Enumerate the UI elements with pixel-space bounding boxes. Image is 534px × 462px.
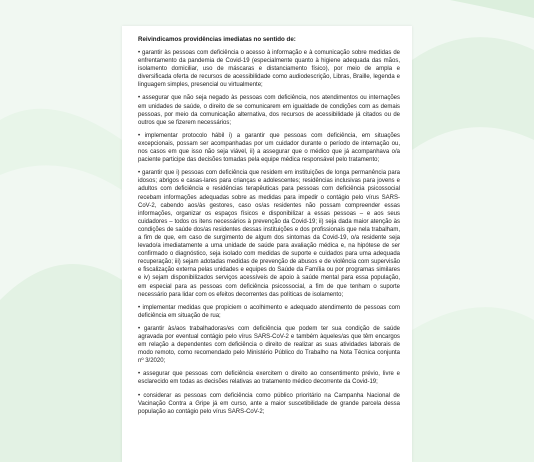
list-item: • implementar medidas que propiciem o acolhimento e adequado atendimento de pessoas com deficiência em situação de rua; (138, 304, 400, 319)
list-item: • considerar as pessoas com deficiência como público prioritário na Campanha Nacional de Vacinação Contra a Gripe já em curso, ante a maior suscetibilidade de grande parcela dessa população ao contágio pelo vírus SARS-CoV-2; (138, 392, 400, 415)
document-page (122, 26, 412, 462)
list-item: • garantir às/aos trabalhadoras/es com deficiência que podem ter sua condição de saúde agravada por eventual contágio pelo vírus SARS-CoV-2 e também àqueles/as que têm encargos em relação a dependentes com deficiência o direito de realizar as suas atividades laborais de modo remoto, como recomendado pelo Ministério Público do Trabalho na Nota Técnica conjunta nº 3/2020; (138, 325, 400, 365)
document-content (122, 26, 412, 416)
document-heading: Reivindicamos providências imediatas no sentido de: (138, 36, 296, 43)
list-item: • assegurar que pessoas com deficiência exercitem o direito ao consentimento prévio, livre e esclarecido em todas as decisões relativas ao tratamento médico decorrente da Covid-19; (138, 371, 400, 386)
list-item: • implementar protocolo hábil i) a garantir que pessoas com deficiência, em situações excepcionais, possam ser acompanhadas por um cuidador durante o período de internação ou, nos casos em que isso não seja viável, ii) a assegurar que o médico que já acompanhava o/a paciente participe das decisões tomadas pela equipe médica responsável pelo tratamento; (138, 132, 400, 164)
list-item: • garantir que i) pessoas com deficiência que residem em instituições de longa permanência para idosos; abrigos e casas-lares para crianças e adolescentes; residências inclusivas para jovens e adultos com deficiência e residências terapêuticas para pessoas com deficiência psicossocial recebam informações adequadas sobre as medidas para impedir o contágio pelo vírus SARS-CoV-2, cabendo aos/às gestores, caso os/as residentes não possam compreender essas informações, organizar os espaços físicos e disponibilizar a essas pessoas – e aos seus cuidadores – todos os itens necessários à prevenção da Covid-19; ii) seja dada maior atenção às condições de saúde dos/as residentes dessas instituições e dos profissionais que nela trabalham, a fim de que, em caso de surgimento de algum dos sintomas da Covid-19, o/a residente seja levado/a imediatamente a uma unidade de saúde para avaliação médica e, na hipótese de ser confirmado o diagnóstico, seja isolado com medidas de suporte e cuidados para uma adequada recuperação; iii) sejam adotadas medidas de prevenção de abusos e de violência com supervisão e fiscalização externa pelas unidades e equipes do Saúde da Família ou por programas similares e iv) sejam disponibilizados serviços acessíveis de apoio à saúde mental para essa população, em especial para as pessoas com deficiência psicossocial, a fim de que tenham o suporte necessário para lidar com os efeitos decorrentes das políticas de isolamento; (138, 170, 400, 298)
list-item: • assegurar que não seja negado às pessoas com deficiência, nos atendimentos ou internações em unidades de saúde, o direito de se comunicarem em igualdade de condições com as demais pessoas, por meio da comunicação alternativa, dos recursos de acessibilidade já citados ou de outros que se fizerem necessários; (138, 95, 400, 126)
list-item: • garantir às pessoas com deficiência o acesso à informação e à comunicação sobre medidas de enfrentamento da pandemia de Covid-19 (especialmente quanto à higiene adequada das mãos, isolamento domiciliar, uso de máscaras e distanciamento físico), por meio de ampla e diversificada oferta de recursos de acessibilidade como audiodescrição, Libras, Braille, legenda e linguagem simples, presencial ou virtualmente; (138, 50, 400, 89)
